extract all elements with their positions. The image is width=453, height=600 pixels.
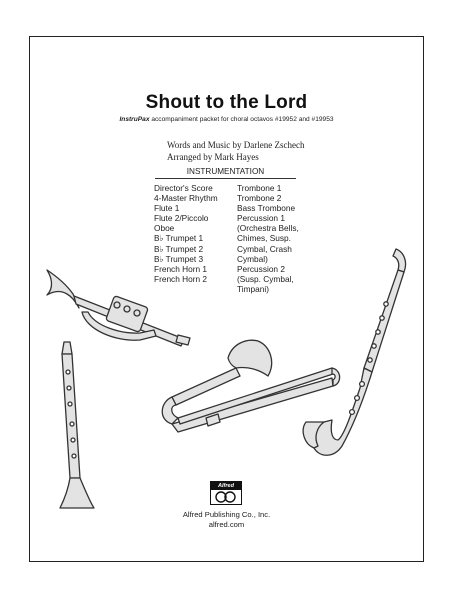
- trombone-illustration: [162, 340, 339, 432]
- instrument-list-item: Trombone 2: [237, 193, 282, 204]
- clarinet-illustration: [60, 342, 94, 508]
- instrument-list-item: (Orchestra Bells,: [237, 223, 299, 234]
- alfred-logo-mark: [211, 490, 240, 503]
- instrument-list-item: Percussion 1: [237, 213, 285, 224]
- publisher-name: Alfred Publishing Co., Inc.: [182, 510, 271, 519]
- alfred-logo: [210, 481, 242, 505]
- instrument-list-item: Cymbal): [237, 253, 268, 264]
- instrument-list-item: B♭ Trumpet 3: [154, 253, 204, 264]
- saxophone-illustration: [303, 249, 405, 455]
- publisher-block: [0, 510, 453, 529]
- instrument-list-item: Percussion 2: [237, 263, 285, 274]
- instrument-list-item: Flute 1: [154, 203, 180, 214]
- instrumentation-heading: INSTRUMENTATION: [155, 167, 296, 179]
- instrument-list-item: (Susp. Cymbal,: [237, 273, 294, 284]
- instrument-list-item: Cymbal, Crash: [237, 243, 292, 254]
- instrument-list-item: Oboe: [154, 223, 175, 234]
- instrument-list-item: French Horn 2: [154, 273, 208, 284]
- page-title: Shout to the Lord: [145, 92, 308, 113]
- subtitle-brand: InstruPax: [119, 116, 150, 123]
- alfred-logo-wordmark: Alfred: [211, 482, 241, 490]
- trumpet-illustration: [47, 270, 190, 346]
- arranger-credit: Arranged by Mark Hayes: [167, 152, 259, 162]
- instrument-list-item: French Horn 1: [154, 263, 208, 274]
- instrument-list-item: B♭ Trumpet 1: [154, 233, 204, 244]
- instrument-list-item: 4-Master Rhythm: [154, 193, 218, 204]
- instrument-list-item: B♭ Trumpet 2: [154, 243, 204, 254]
- words-music-credit: Words and Music by Darlene Zschech: [167, 140, 305, 150]
- instrument-list-item: Director's Score: [154, 183, 213, 193]
- instrument-list-item: Bass Trombone: [237, 203, 296, 214]
- instrument-list-item: Flute 2/Piccolo: [154, 213, 209, 224]
- instrument-list-item: Trombone 1: [237, 183, 282, 193]
- subtitle-text: accompaniment packet for choral octavos #19952 and #19953: [149, 116, 334, 123]
- instrument-list-item: Timpani): [237, 283, 269, 294]
- instrument-list-item: Chimes, Susp.: [237, 233, 291, 244]
- publisher-url[interactable]: alfred.com: [208, 519, 245, 529]
